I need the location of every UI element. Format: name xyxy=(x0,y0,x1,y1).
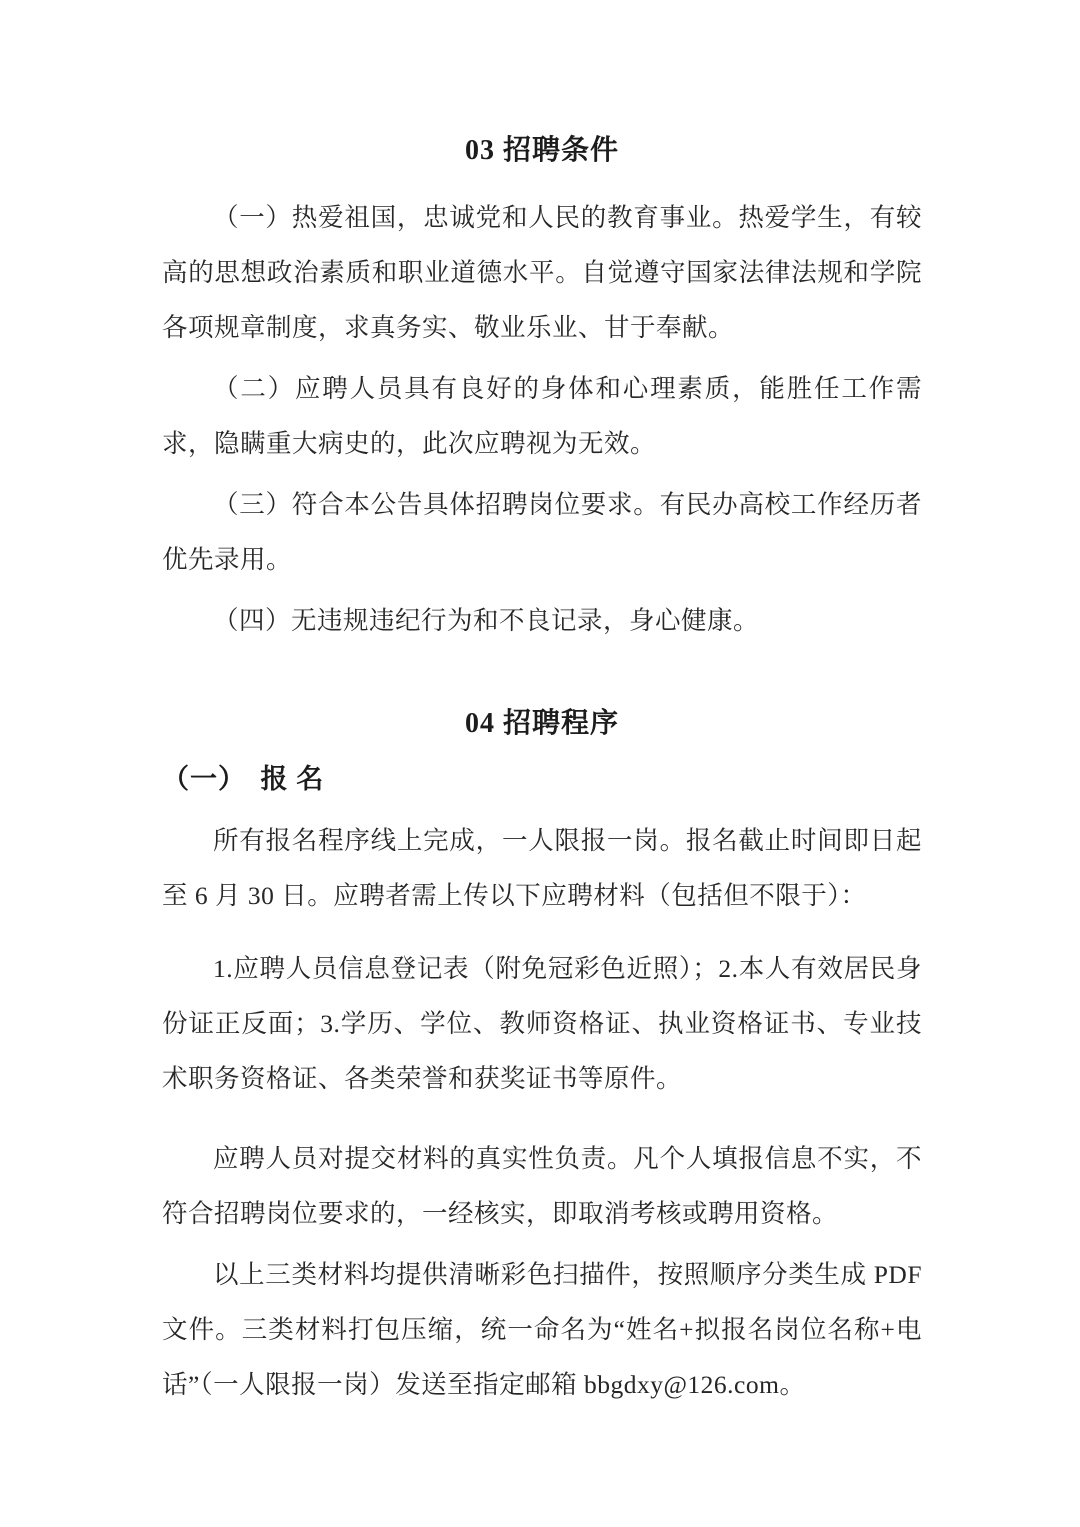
section-recruitment-procedure xyxy=(162,703,922,1412)
section-recruitment-conditions xyxy=(162,130,922,648)
subheading-registration: （一） 报 名 xyxy=(162,764,325,794)
condition-paragraph-1: （一）热爱祖国，忠诚党和人民的教育事业。热爱学生，有较高的思想政治素质和职业道德水平。自觉遵守国家法律法规和学院各项规章制度，求真务实、敬业乐业、甘于奉献。 xyxy=(162,203,922,342)
procedure-paragraph-2: 1.应聘人员信息登记表（附免冠彩色近照）；2.本人有效居民身份证正反面；3.学历、学位、教师资格证、执业资格证书、专业技术职务资格证、各类荣誉和获奖证书等原件。 xyxy=(162,954,922,1093)
procedure-paragraph-4: 以上三类材料均提供清晰彩色扫描件，按照顺序分类生成 PDF 文件。三类材料打包压缩，统一命名为“姓名+拟报名岗位名称+电话”（一人限报一岗）发送至指定邮箱 bbgdxy@126.com。 xyxy=(162,1260,922,1399)
section-title-04: 04 招聘程序 xyxy=(464,708,619,739)
condition-paragraph-2: （二）应聘人员具有良好的身体和心理素质，能胜任工作需求，隐瞒重大病史的，此次应聘视为无效。 xyxy=(162,374,922,458)
condition-paragraph-4: （四）无违规违纪行为和不良记录，身心健康。 xyxy=(213,606,760,635)
section-title-03: 03 招聘条件 xyxy=(464,135,619,166)
procedure-paragraph-3: 应聘人员对提交材料的真实性负责。凡个人填报信息不实，不符合招聘岗位要求的，一经核实，即取消考核或聘用资格。 xyxy=(162,1144,922,1228)
condition-paragraph-3: （三）符合本公告具体招聘岗位要求。有民办高校工作经历者优先录用。 xyxy=(162,490,922,574)
procedure-paragraph-1: 所有报名程序线上完成，一人限报一岗。报名截止时间即日起至 6 月 30 日。应聘者需上传以下应聘材料（包括但不限于）： xyxy=(162,826,922,910)
